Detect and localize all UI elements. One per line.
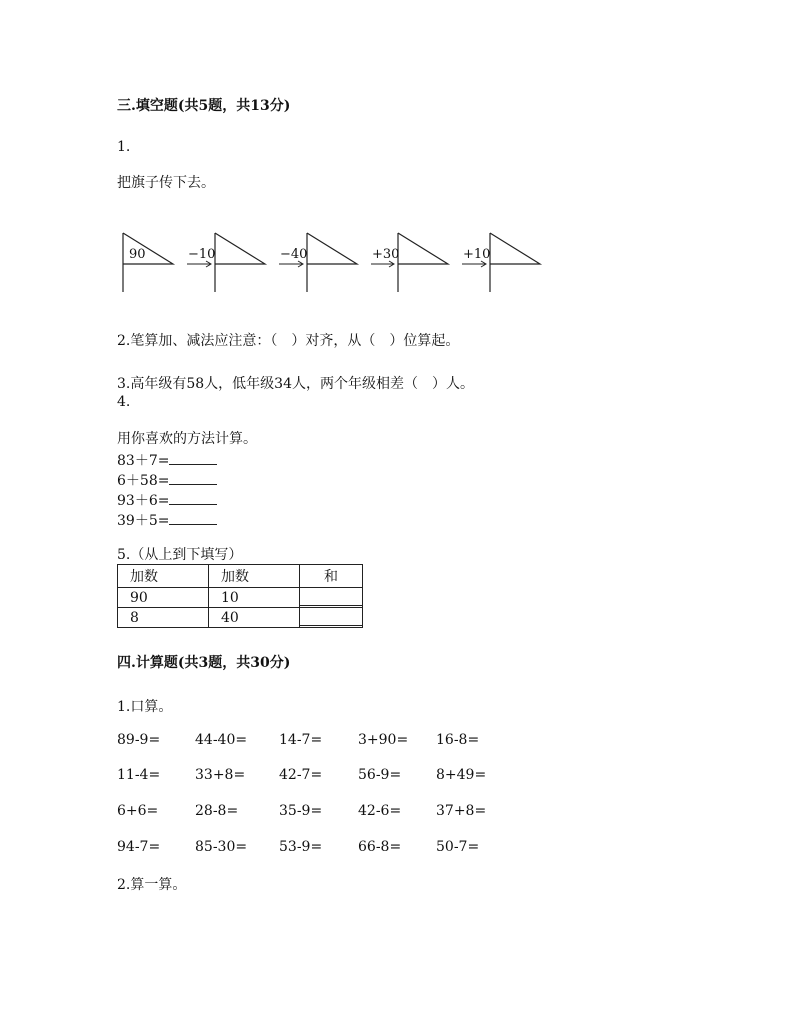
oral-problem: 42-7= [279, 767, 323, 783]
oral-problem: 11-4= [117, 767, 161, 783]
q4-item-expression: 83＋7= [117, 453, 170, 469]
oral-problem: 53-9= [279, 839, 323, 855]
q5-title: 5.（从上到下填写） [117, 547, 243, 563]
relay-operation-label: +30 [372, 247, 400, 262]
q4-item-expression: 6＋58= [117, 473, 170, 489]
q4-number: 4. [117, 394, 131, 410]
oral-problem: 85-30= [195, 839, 248, 855]
section-3-heading: 三.填空题(共5题，共13分) [117, 98, 291, 114]
oral-problem: 94-7= [117, 839, 161, 855]
table-cell: 40 [209, 608, 300, 628]
oral-problem: 89-9= [117, 732, 161, 748]
calc-title: 2.算一算。 [117, 877, 187, 893]
flag-relay-diagram [112, 222, 552, 298]
header-cell: 加数 [209, 565, 300, 588]
sum-answer-cell[interactable] [300, 608, 363, 628]
oral-problem: 66-8= [358, 839, 402, 855]
flag-triangle [398, 233, 448, 264]
q2-text: 2.笔算加、减法应注意：（ ）对齐，从（ ）位算起。 [117, 333, 460, 349]
flag-triangle [490, 233, 540, 264]
flag-triangle [215, 233, 265, 264]
answer-blank[interactable] [300, 609, 362, 626]
oral-problem: 56-9= [358, 767, 402, 783]
oral-problem: 37+8= [436, 803, 487, 819]
q4-item [117, 470, 217, 490]
table-row [118, 588, 363, 608]
q4-item [117, 450, 217, 470]
q4-item [117, 490, 217, 510]
header-cell: 和 [300, 565, 363, 588]
oral-problem: 6+6= [117, 803, 159, 819]
oral-problem: 44-40= [195, 732, 248, 748]
q4-item-expression: 93＋6= [117, 493, 170, 509]
answer-blank[interactable] [169, 511, 217, 525]
relay-operation-label: −40 [280, 247, 308, 262]
oral-problem: 50-7= [436, 839, 480, 855]
q1-prompt: 把旗子传下去。 [117, 175, 215, 191]
table-cell: 8 [118, 608, 209, 628]
header-cell: 加数 [118, 565, 209, 588]
q4-prompt: 用你喜欢的方法计算。 [117, 431, 257, 447]
table-cell: 10 [209, 588, 300, 608]
oral-problem: 33+8= [195, 767, 246, 783]
table-header-row [118, 565, 363, 588]
answer-blank[interactable] [169, 471, 217, 485]
oral-problem: 14-7= [279, 732, 323, 748]
flag-value: 90 [129, 247, 146, 262]
flag-triangle [307, 233, 357, 264]
q4-item-expression: 39＋5= [117, 513, 170, 529]
oral-problem: 8+49= [436, 767, 487, 783]
relay-operation-label: +10 [463, 247, 491, 262]
oral-problem: 35-9= [279, 803, 323, 819]
sum-answer-cell[interactable] [300, 588, 363, 608]
oral-calc-title: 1.口算。 [117, 699, 173, 715]
table-cell: 90 [118, 588, 209, 608]
addition-table [117, 564, 363, 628]
oral-problem: 3+90= [358, 732, 409, 748]
q1-number: 1. [117, 139, 131, 155]
relay-operation-label: −10 [188, 247, 216, 262]
oral-problem: 28-8= [195, 803, 239, 819]
table-row [118, 608, 363, 628]
oral-problem: 16-8= [436, 732, 480, 748]
oral-problem: 42-6= [358, 803, 402, 819]
q3-text: 3.高年级有58人，低年级34人，两个年级相差（ ）人。 [117, 376, 474, 392]
answer-blank[interactable] [300, 589, 362, 606]
q4-item [117, 510, 217, 530]
answer-blank[interactable] [169, 491, 217, 505]
section-4-heading: 四.计算题(共3题，共30分) [117, 655, 291, 671]
answer-blank[interactable] [169, 451, 217, 465]
